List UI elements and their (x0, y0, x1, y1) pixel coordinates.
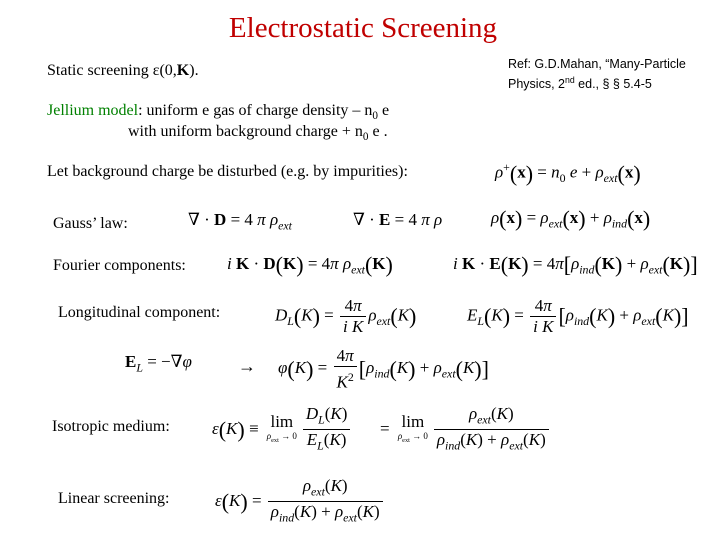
implies-arrow: → (238, 356, 256, 376)
reference-line-2: Physics, 2nd ed., § § 5.4-5 (508, 75, 652, 92)
linear-screening-label: Linear screening: (58, 490, 170, 507)
linear-screening-equation: ε(K) = $\frac{\rho_{ext}(K)}{\rho_{ind}(K) + \rho_{ext}(K)}$ (215, 476, 385, 528)
gauss-law-e-equation: ∇ · E = 4 π ρ (353, 210, 443, 229)
static-screening-line: Static screening ε(0,K). (47, 62, 199, 79)
jellium-line-1: Jellium model: uniform e gas of charge density – $n_0$ e (47, 102, 390, 123)
fourier-label: Fourier components: (53, 257, 186, 274)
gauss-law-label: Gauss’ law: (53, 215, 128, 232)
longitudinal-label: Longitudinal component: (58, 304, 221, 321)
reference-line-1: Ref: G.D.Mahan, “Many-Particle (508, 57, 686, 71)
dielectric-function-equation: ε(K) ≡ lim $\rho_{ext} \to 0$ $\frac{D_L(K)}{E_L(K)}$ (212, 404, 352, 456)
jellium-label: Jellium model (47, 102, 139, 119)
potential-equation: φ(K) = $\frac{4\pi}{K^2}$ $[\rho_{ind}(K) + \rho_{ext}(K)]$ (278, 346, 489, 392)
dielectric-charge-ratio-equation: = lim $\rho_{ext} \to 0$ $\frac{\rho_{ext}(K)}{\rho_{ind}(K) + \rho_{ext}(K)}$ (380, 404, 551, 456)
reference-note (508, 56, 686, 92)
total-charge-equation: $\rho(x) = \rho_{ext}(x) + \rho_{ind}(x)$ (491, 206, 651, 231)
jellium-line-2: with uniform background charge + $n_0$ e . (128, 123, 388, 144)
gauss-law-d-equation: ∇ · D = 4 π $\rho_{ext}$ (188, 210, 292, 233)
background-disturbed-text: Let background charge be disturbed (e.g. by impurities): (47, 163, 408, 180)
fourier-d-equation: i K · D(K) = 4π $\rho_{ext}(K)$ (227, 252, 393, 277)
background-charge-equation: $\rho^+(x) = n_0$ $e + \rho_{ext}(x)$ (495, 160, 641, 186)
longitudinal-e-equation: $E_L(K)$ = $\frac{4\pi}{\text{i K}}$ $[\rho_{ind}(K) + \rho_{ext}(K)]$ (467, 296, 689, 336)
slide-title: Electrostatic Screening (228, 12, 498, 44)
field-potential-equation: $E_L = -\nabla\varphi$ (125, 352, 192, 375)
fourier-e-equation: i $K \cdot E(K) = 4\pi[\rho_{ind}(K) + \rho_{ext}(K)]$ (453, 252, 698, 277)
longitudinal-d-equation: $D_L(K)$ = $\frac{4\pi}{\text{i K}}$ $\rho_{ext}(K)$ (275, 296, 417, 336)
isotropic-label: Isotropic medium: (52, 418, 170, 435)
